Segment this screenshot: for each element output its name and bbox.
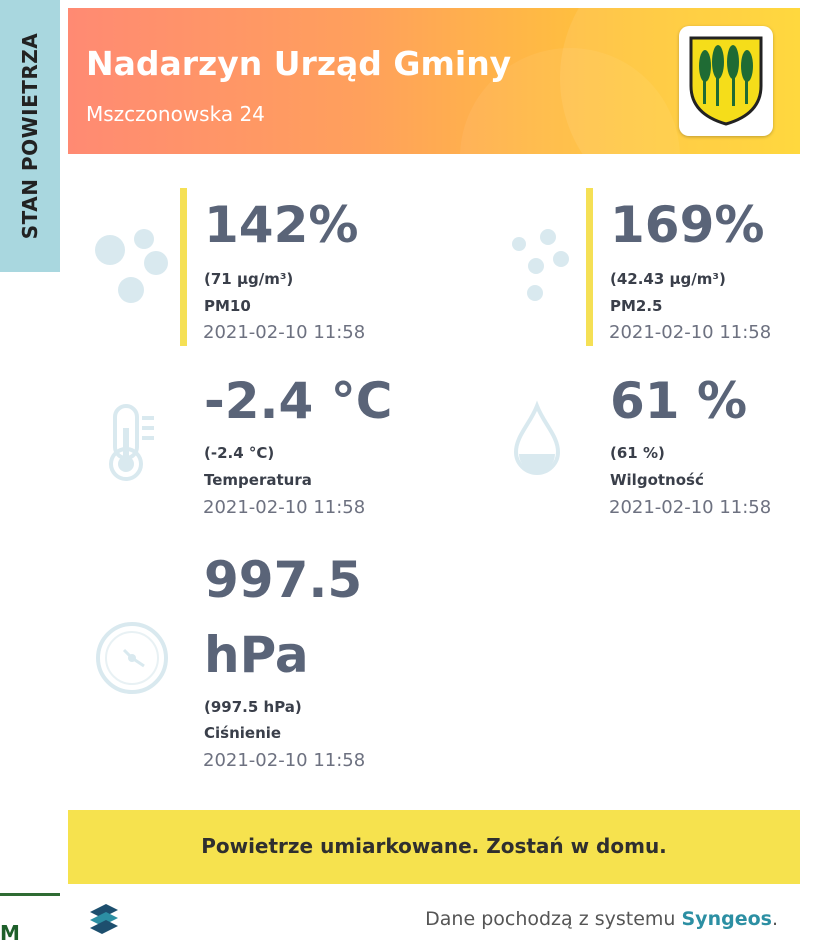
water-drop-icon (510, 402, 564, 478)
station-header (68, 8, 800, 154)
data-source-prefix: Dane pochodzą z systemu (425, 908, 682, 930)
left-cropped-text: M (0, 921, 20, 945)
pm10-timestamp: 2021-02-10 11:58 (203, 322, 366, 343)
pm10-detail: (71 µg/m³) (204, 270, 294, 288)
pm25-detail: (42.43 µg/m³) (610, 270, 726, 288)
humidity-timestamp: 2021-02-10 11:58 (609, 497, 772, 518)
temperature-value: -2.4 °C (204, 372, 393, 430)
gauge-icon (94, 620, 170, 696)
dust-small-particles-icon (506, 226, 576, 306)
data-source-note (425, 908, 778, 930)
syngeos-logo-icon[interactable] (84, 902, 124, 936)
pm10-value: 142% (204, 196, 359, 254)
pm25-label: PM2.5 (610, 297, 663, 315)
air-quality-message: Powietrze umiarkowane. Zostań w domu. (201, 834, 667, 858)
pm25-timestamp: 2021-02-10 11:58 (609, 322, 772, 343)
pm25-level-bar (586, 188, 593, 346)
humidity-value: 61 % (610, 372, 748, 430)
air-quality-card (68, 8, 800, 888)
thermometer-icon (106, 402, 162, 484)
pm10-level-bar (180, 188, 187, 346)
pressure-timestamp: 2021-02-10 11:58 (203, 750, 366, 771)
dust-large-particles-icon (94, 210, 174, 310)
station-name: Nadarzyn Urząd Gminy (86, 44, 512, 83)
data-source-suffix: . (771, 908, 778, 930)
pressure-value: 997.5 (204, 551, 363, 609)
station-address: Mszczonowska 24 (86, 102, 265, 126)
temperature-timestamp: 2021-02-10 11:58 (203, 497, 366, 518)
side-tab[interactable] (0, 0, 60, 272)
pressure-detail: (997.5 hPa) (204, 698, 302, 716)
pressure-unit: hPa (204, 626, 309, 684)
pm25-value: 169% (610, 196, 765, 254)
humidity-detail: (61 %) (610, 444, 665, 462)
side-tab-label: STAN POWIETRZA (18, 32, 42, 240)
syngeos-link[interactable]: Syngeos (681, 908, 772, 930)
municipality-crest-logo (679, 26, 773, 136)
humidity-label: Wilgotność (610, 471, 704, 489)
air-quality-message-banner (68, 810, 800, 884)
temperature-label: Temperatura (204, 471, 312, 489)
pressure-label: Ciśnienie (204, 724, 282, 742)
temperature-detail: (-2.4 °C) (204, 444, 275, 462)
pm10-label: PM10 (204, 297, 251, 315)
left-divider (0, 893, 60, 896)
